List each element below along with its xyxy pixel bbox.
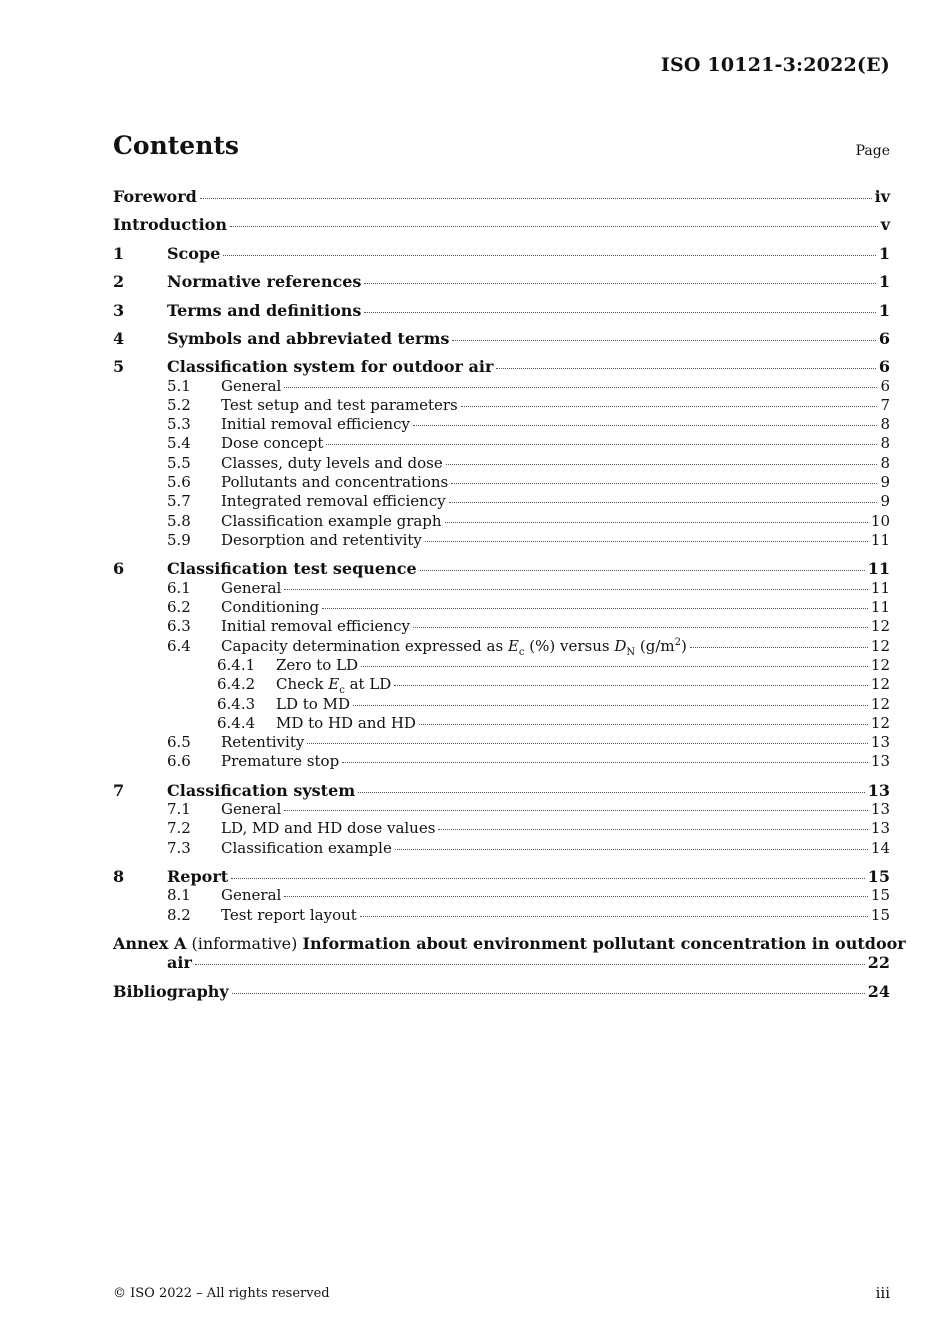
dot-leader: [284, 810, 868, 811]
annex-qualifier: (informative): [191, 934, 298, 953]
toc-entry-number: 6.3: [167, 617, 191, 635]
dot-leader: [326, 444, 877, 445]
toc-entry-page: 1: [878, 301, 890, 320]
document-id: ISO 10121-3:2022(E): [660, 54, 890, 76]
toc-entry-page: 8: [880, 415, 890, 433]
toc-entry-page: 13: [867, 781, 890, 800]
dot-leader: [413, 627, 868, 628]
toc-entry[interactable]: [167, 454, 890, 472]
toc-entry-title: LD to MD: [276, 695, 350, 713]
toc-entry[interactable]: [167, 396, 890, 414]
toc-entry[interactable]: [217, 695, 890, 713]
dot-leader: [342, 762, 868, 763]
toc-entry-number: 1: [113, 244, 125, 263]
toc-entry[interactable]: [167, 434, 890, 452]
toc-entry[interactable]: [167, 839, 890, 857]
dot-leader: [364, 312, 875, 313]
dot-leader: [413, 425, 878, 426]
dot-leader: [231, 878, 865, 879]
toc-entry-title: Classification test sequence: [167, 559, 417, 578]
toc-entry[interactable]: [167, 415, 890, 433]
toc-entry-page: 15: [870, 906, 890, 924]
toc-entry-page: 15: [870, 886, 890, 904]
copyright-notice: © ISO 2022 – All rights reserved: [113, 1286, 330, 1301]
toc-entry-title: Scope: [167, 244, 221, 263]
toc-entry[interactable]: [167, 819, 890, 837]
toc-entry-title: LD, MD and HD dose values: [221, 819, 436, 837]
dot-leader: [353, 705, 868, 706]
toc-entry-number: 6.4.3: [217, 695, 256, 713]
toc-entry-title: General: [221, 886, 282, 904]
page-number: iii: [875, 1284, 890, 1302]
annex-prefix: Annex A: [113, 934, 187, 953]
toc-entry-title: Report: [167, 867, 229, 886]
toc-entry-page: 13: [870, 819, 890, 837]
toc-entry-page: 9: [880, 473, 890, 491]
toc-entry-title: Normative references: [167, 272, 362, 291]
toc-entry-number: 6.4: [167, 637, 191, 655]
toc-entry-title: Desorption and retentivity: [221, 531, 422, 549]
toc-entry-page: 11: [867, 559, 890, 578]
toc-entry-title: MD to HD and HD: [276, 714, 416, 732]
dot-leader: [449, 502, 878, 503]
toc-entry-page: 8: [880, 434, 890, 452]
toc-entry[interactable]: [217, 714, 890, 732]
toc-entry-number: 3: [113, 301, 125, 320]
toc-entry-page: 6: [880, 377, 890, 395]
toc-entry-number: 7.2: [167, 819, 191, 837]
toc-entry-page: 7: [880, 396, 890, 414]
toc-entry-page: 12: [870, 695, 890, 713]
dot-leader: [232, 993, 865, 994]
dot-leader: [322, 608, 868, 609]
toc-entry[interactable]: [167, 531, 890, 549]
toc-annex-a-line2[interactable]: [167, 953, 890, 972]
dot-leader: [451, 483, 877, 484]
toc-entry-number: 5.7: [167, 492, 191, 510]
page-title: Contents: [113, 131, 240, 160]
toc-entry[interactable]: [113, 329, 890, 348]
toc-entry-page: 1: [878, 244, 890, 263]
toc-entry-page: 13: [870, 752, 890, 770]
toc-entry[interactable]: [167, 733, 890, 751]
toc-entry-number: 5.4: [167, 434, 191, 452]
toc-entry-page: 6: [878, 357, 890, 376]
dot-leader: [425, 541, 868, 542]
toc-entry[interactable]: [113, 867, 890, 886]
toc-entry-number: 8: [113, 867, 125, 886]
toc-entry-page: 6: [878, 329, 890, 348]
toc-entry[interactable]: [217, 656, 890, 674]
toc-entry-page: 14: [870, 839, 890, 857]
toc-entry-page: 13: [870, 800, 890, 818]
dot-leader: [358, 792, 865, 793]
toc-entry[interactable]: [167, 637, 890, 658]
bibliography-label: Bibliography: [113, 982, 229, 1001]
toc-entry-number: 6.5: [167, 733, 191, 751]
toc-entry[interactable]: [113, 215, 890, 234]
dot-leader: [452, 340, 875, 341]
toc-entry-number: 7: [113, 781, 125, 800]
toc-entry-title: Premature stop: [221, 752, 340, 770]
annex-page: 22: [867, 953, 890, 972]
dot-leader: [230, 226, 878, 227]
dot-leader: [223, 255, 876, 256]
toc-entry-title: Dose concept: [221, 434, 324, 452]
toc-entry-title: Foreword: [113, 187, 197, 206]
toc-entry-number: 5.6: [167, 473, 191, 491]
toc-entry-number: 2: [113, 272, 125, 291]
dot-leader: [284, 896, 868, 897]
toc-entry-title: Terms and definitions: [167, 301, 362, 320]
toc-entry-title: General: [221, 800, 282, 818]
bibliography-page: 24: [867, 982, 890, 1001]
dot-leader: [461, 406, 878, 407]
toc-entry-number: 5.5: [167, 454, 191, 472]
dot-leader: [361, 666, 868, 667]
toc-entry[interactable]: [167, 906, 890, 924]
toc-entry-title: Integrated removal efficiency: [221, 492, 446, 510]
toc-entry-page: 12: [870, 656, 890, 674]
toc-entry[interactable]: [113, 272, 890, 291]
toc-entry[interactable]: [167, 377, 890, 395]
toc-entry-page: 11: [870, 598, 890, 616]
toc-entry[interactable]: [167, 886, 890, 904]
dot-leader: [419, 724, 868, 725]
toc-entry-title: Classification example: [221, 839, 392, 857]
toc-entry-number: 5.9: [167, 531, 191, 549]
toc-entry[interactable]: [113, 301, 890, 320]
toc-entry-number: 6.4.2: [217, 675, 256, 693]
toc-entry-title: Test report layout: [221, 906, 357, 924]
dot-leader: [364, 283, 875, 284]
dot-leader: [360, 916, 868, 917]
toc-entry-number: 5.1: [167, 377, 191, 395]
toc-entry-number: 6.6: [167, 752, 191, 770]
toc-entry[interactable]: [113, 244, 890, 263]
toc-entry-title: Classification example graph: [221, 512, 442, 530]
toc-entry-number: 8.2: [167, 906, 191, 924]
toc-entry[interactable]: [217, 675, 890, 696]
toc-entry-title: Conditioning: [221, 598, 320, 616]
dot-leader: [307, 743, 868, 744]
toc-bibliography[interactable]: [113, 982, 890, 1001]
toc-entry-page: 11: [870, 579, 890, 597]
toc-entry-title: Check $E_c$ at LD: [276, 675, 392, 696]
toc-entry-page: 12: [870, 714, 890, 732]
toc-entry-number: 4: [113, 329, 125, 348]
toc-entry-number: 5.8: [167, 512, 191, 530]
toc-entry-page: v: [880, 215, 890, 234]
toc-entry[interactable]: [113, 187, 890, 206]
toc-entry-page: 12: [870, 675, 890, 693]
toc-entry-number: 7.1: [167, 800, 191, 818]
toc-entry[interactable]: [167, 617, 890, 635]
toc-entry-page: 12: [870, 637, 890, 655]
toc-entry-title: Zero to LD: [276, 656, 359, 674]
toc-entry-number: 5: [113, 357, 125, 376]
dot-leader: [284, 387, 877, 388]
toc-entry-title: Classes, duty levels and dose: [221, 454, 443, 472]
toc-entry-title: Classification system: [167, 781, 356, 800]
toc-entry-number: 7.3: [167, 839, 191, 857]
toc-entry-title: Classification system for outdoor air: [167, 357, 494, 376]
toc-entry-title: Introduction: [113, 215, 227, 234]
toc-entry[interactable]: [167, 752, 890, 770]
toc-entry-number: 6: [113, 559, 125, 578]
toc-entry-number: 6.1: [167, 579, 191, 597]
toc-entry[interactable]: [113, 781, 890, 800]
dot-leader: [395, 849, 868, 850]
toc-entry[interactable]: [167, 800, 890, 818]
toc-entry-page: 13: [870, 733, 890, 751]
toc-entry-title: Pollutants and concentrations: [221, 473, 449, 491]
dot-leader: [394, 685, 868, 686]
toc-entry-title: Retentivity: [221, 733, 305, 751]
toc-entry-number: 6.4.1: [217, 656, 256, 674]
dot-leader: [438, 829, 867, 830]
toc-entry-page: iv: [874, 187, 890, 206]
toc-entry[interactable]: [167, 492, 890, 510]
toc-entry-title: Capacity determination expressed as $E_c$ (%) versus $D_N$ $(g/m^2)$: [221, 637, 687, 658]
toc-entry-page: 11: [870, 531, 890, 549]
annex-title-line1: Information about environment pollutant concentration in outdoor: [302, 934, 906, 953]
page-column-label: Page: [855, 143, 890, 159]
toc-entry-page: 15: [867, 867, 890, 886]
toc-entry-title: General: [221, 377, 282, 395]
toc-entry-number: 8.1: [167, 886, 191, 904]
toc-entry[interactable]: [113, 559, 890, 578]
toc-annex-a-line1[interactable]: [113, 934, 906, 953]
dot-leader: [446, 464, 878, 465]
toc-entry-title: Test setup and test parameters: [221, 396, 458, 414]
toc-entry-page: 1: [878, 272, 890, 291]
toc-entry[interactable]: [167, 598, 890, 616]
dot-leader: [200, 198, 872, 199]
toc-entry-page: 8: [880, 454, 890, 472]
toc-entry-title: Symbols and abbreviated terms: [167, 329, 450, 348]
annex-title-line2: air: [167, 953, 192, 972]
toc-entry-number: 5.2: [167, 396, 191, 414]
toc-entry[interactable]: [113, 357, 890, 376]
toc-entry-page: 12: [870, 617, 890, 635]
toc-entry-number: 6.4.4: [217, 714, 256, 732]
toc-entry-title: Initial removal efficiency: [221, 415, 410, 433]
toc-entry[interactable]: [167, 579, 890, 597]
toc-entry-number: 5.3: [167, 415, 191, 433]
dot-leader: [445, 522, 868, 523]
dot-leader: [690, 647, 868, 648]
toc-entry-page: 10: [870, 512, 890, 530]
toc-entry-title: General: [221, 579, 282, 597]
dot-leader: [284, 589, 868, 590]
toc-entry-page: 9: [880, 492, 890, 510]
toc-entry-number: 6.2: [167, 598, 191, 616]
toc-entry[interactable]: [167, 512, 890, 530]
dot-leader: [420, 570, 865, 571]
dot-leader: [195, 964, 865, 965]
toc-entry-title: Initial removal efficiency: [221, 617, 410, 635]
dot-leader: [496, 368, 875, 369]
toc-entry[interactable]: [167, 473, 890, 491]
